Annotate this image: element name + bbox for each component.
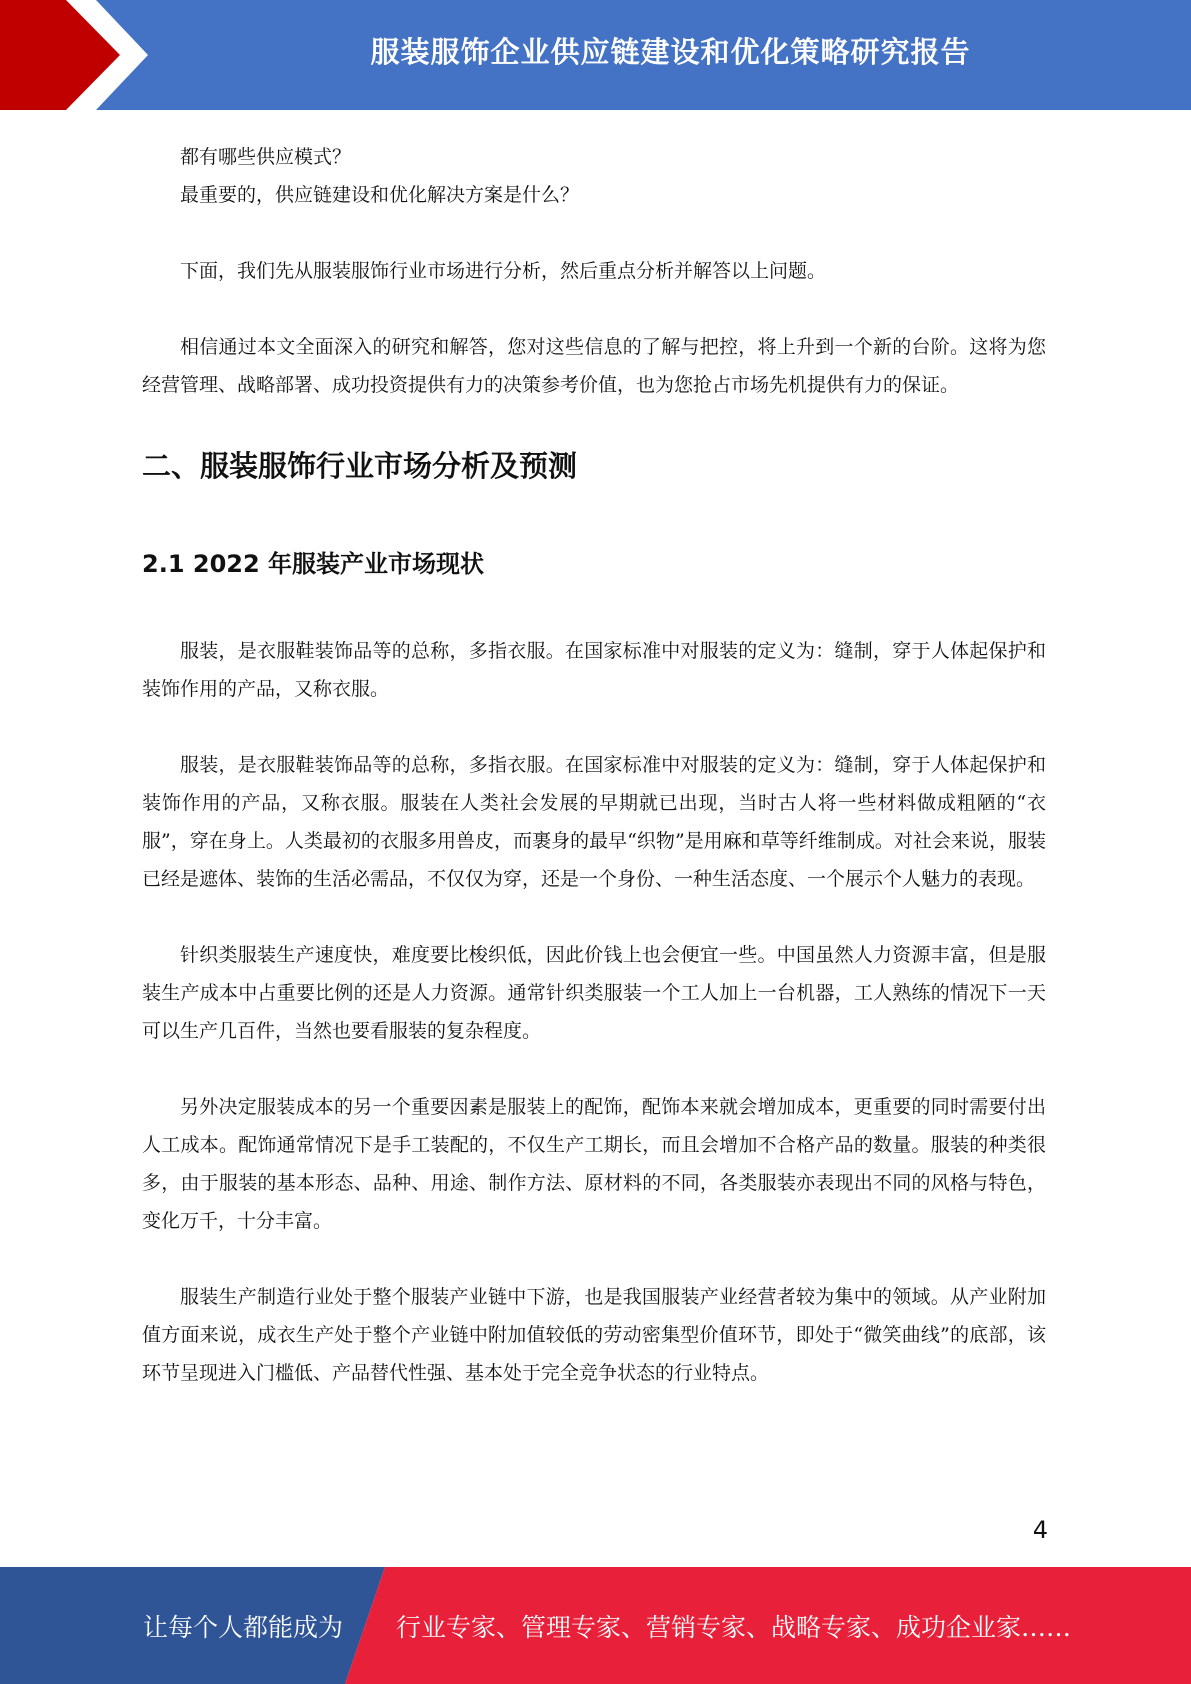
subsection-heading: 2.1 2022 年服装产业市场现状 [142, 550, 485, 578]
section-heading: 二、服装服饰行业市场分析及预测 [142, 449, 578, 483]
intro-line-1: 都有哪些供应模式？ [180, 146, 352, 168]
header-bar [0, 0, 1191, 110]
footer-slogan-left: 让每个人都能成为 [143, 1612, 344, 1642]
body-paragraph-5: 服装生产制造行业处于整个服装产业链中下游，也是我国服装产业经营者较为集中的领域。从产业附加值方面来说，成衣生产处于整个产业链中附加值较低的劳动密集型价值环节，即处于“微笑曲线”的底部，该环节呈现进入门槛低、产品替代性强、基本处于完全竞争状态的行业特点。 [142, 1286, 1046, 1384]
footer-slogan-right: 行业专家、管理专家、营销专家、战略专家、成功企业家…… [396, 1612, 1072, 1642]
header-chevron-graphic [0, 0, 160, 110]
body-paragraph-2: 服装，是衣服鞋装饰品等的总称，多指衣服。在国家标准中对服装的定义为：缝制，穿于人体起保护和装饰作用的产品，又称衣服。服装在人类社会发展的早期就已出现，当时古人将一些材料做成粗陋的“衣服”，穿在身上。人类最初的衣服多用兽皮，而裹身的最早“织物”是用麻和草等纤维制成。对社会来说，服装已经是遮体、装饰的生活必需品，不仅仅为穿，还是一个身份、一种生活态度、一个展示个人魅力的表现。 [142, 754, 1046, 890]
intro-paragraph-1: 下面，我们先从服装服饰行业市场进行分析，然后重点分析并解答以上问题。 [180, 260, 827, 282]
footer-banner [0, 1567, 1191, 1684]
page-number: 4 [1032, 1516, 1048, 1544]
intro-line-2: 最重要的，供应链建设和优化解决方案是什么？ [180, 184, 580, 206]
report-title: 服装服饰企业供应链建设和优化策略研究报告 [370, 34, 971, 69]
body-paragraph-3: 针织类服装生产速度快，难度要比梭织低，因此价钱上也会便宜一些。中国虽然人力资源丰富，但是服装生产成本中占重要比例的还是人力资源。通常针织类服装一个工人加上一台机器，工人熟练的情况下一天可以生产几百件，当然也要看服装的复杂程度。 [142, 944, 1046, 1042]
body-paragraph-1: 服装，是衣服鞋装饰品等的总称，多指衣服。在国家标准中对服装的定义为：缝制，穿于人体起保护和装饰作用的产品，又称衣服。 [142, 640, 1046, 700]
intro-paragraph-2: 相信通过本文全面深入的研究和解答，您对这些信息的了解与把控，将上升到一个新的台阶。这将为您经营管理、战略部署、成功投资提供有力的决策参考价值，也为您抢占市场先机提供有力的保证。 [142, 336, 1046, 396]
page-content [142, 138, 1046, 1392]
body-paragraph-4: 另外决定服装成本的另一个重要因素是服装上的配饰，配饰本来就会增加成本，更重要的同时需要付出人工成本。配饰通常情况下是手工装配的，不仅生产工期长，而且会增加不合格产品的数量。服装的种类很多，由于服装的基本形态、品种、用途、制作方法、原材料的不同，各类服装亦表现出不同的风格与特色，变化万千，十分丰富。 [142, 1096, 1046, 1232]
